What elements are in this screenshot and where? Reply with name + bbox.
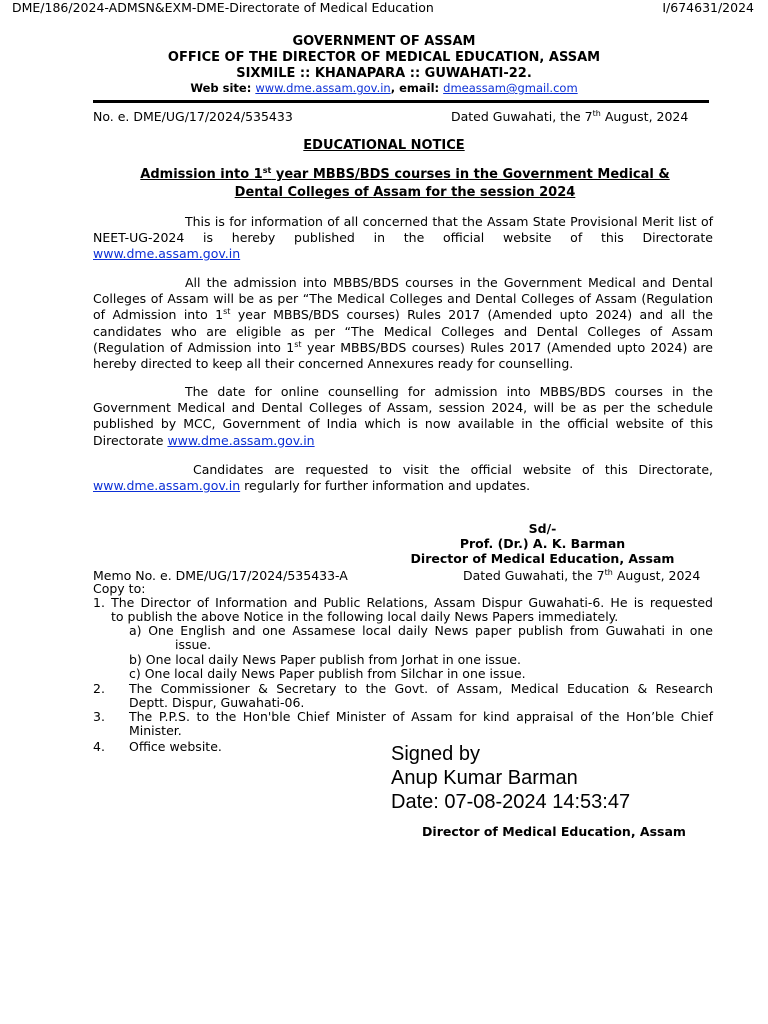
copy-sub-b: b) One local daily News Paper publish from Jorhat in one issue. bbox=[129, 652, 521, 667]
notice-date: Dated Guwahati, the 7th August, 2024 bbox=[451, 109, 689, 124]
signature-sd: Sd/- bbox=[528, 521, 557, 536]
signature-block bbox=[390, 521, 695, 566]
website-link[interactable]: www.dme.assam.gov.in bbox=[167, 432, 315, 448]
copy-item-2-line-1: The Commissioner & Secretary to the Govt. of Assam, Medical Education & Research bbox=[129, 681, 713, 696]
website-link[interactable]: www.dme.assam.gov.in bbox=[255, 81, 391, 95]
digital-signature-name: Anup Kumar Barman bbox=[391, 767, 578, 789]
notice-subject: Admission into 1st year MBBS/BDS courses in the Government Medical & Dental Colleges of Assam for the session 2024 bbox=[140, 166, 670, 200]
header-rule bbox=[93, 100, 709, 103]
copy-item-2-number: 2. bbox=[93, 681, 105, 696]
copy-sub-a-line-1: a) One English and one Assamese local daily News paper publish from Guwahati in one bbox=[129, 623, 713, 638]
copy-item-1-line-2: to publish the above Notice in the following local daily News Papers immediately. bbox=[111, 609, 619, 624]
digital-signature-signed-by: Signed by bbox=[391, 743, 480, 765]
memo-date: Dated Guwahati, the 7th August, 2024 bbox=[463, 568, 701, 583]
file-reference-right: I/674631/2024 bbox=[662, 0, 754, 15]
copy-sub-a-line-2: issue. bbox=[175, 637, 212, 652]
memo-number: Memo No. e. DME/UG/17/2024/535433-A bbox=[93, 568, 348, 583]
header-address: SIXMILE :: KHANAPARA :: GUWAHATI-22. bbox=[236, 66, 532, 81]
copy-item-1-line-1: 1. The Director of Information and Public Relations, Assam Dispur Guwahati-6. He is requested bbox=[93, 595, 713, 610]
notice-title: EDUCATIONAL NOTICE bbox=[303, 138, 465, 153]
signatory-designation: Director of Medical Education, Assam bbox=[410, 551, 675, 566]
copy-item-4: Office website. bbox=[129, 739, 222, 754]
email-link[interactable]: dmeassam@gmail.com bbox=[443, 81, 578, 95]
paragraph-counselling: The date for online counselling for admission into MBBS/BDS courses in the Government Medical and Dental Colleges of Assam, session 2024, will be as per the schedule published by MCC, Government of India which is now available in the official website of this Directorate www.dme.assam.gov.in bbox=[93, 384, 713, 448]
signatory-name: Prof. (Dr.) A. K. Barman bbox=[459, 536, 626, 551]
digital-signature-date: Date: 07-08-2024 14:53:47 bbox=[391, 791, 631, 813]
reference-number: No. e. DME/UG/17/2024/535433 bbox=[93, 109, 293, 124]
header-government: GOVERNMENT OF ASSAM bbox=[292, 34, 476, 49]
copy-sub-c: c) One local daily News Paper publish from Silchar in one issue. bbox=[129, 666, 526, 681]
copy-item-3-line-2: Minister. bbox=[129, 723, 182, 738]
copy-to-label: Copy to: bbox=[93, 581, 146, 596]
header-office: OFFICE OF THE DIRECTOR OF MEDICAL EDUCATION, ASSAM bbox=[167, 50, 601, 65]
footer-designation: Director of Medical Education, Assam bbox=[422, 824, 686, 839]
copy-item-3-line-1: The P.P.S. to the Hon'ble Chief Minister of Assam for kind appraisal of the Hon’ble Chief bbox=[129, 709, 713, 724]
paragraph-merit-list: This is for information of all concerned that the Assam State Provisional Merit list of NEET-UG-2024 is hereby published in the official website of this Directorate www.dme.assam.gov.in bbox=[93, 214, 713, 262]
website-label: Web site: bbox=[190, 81, 252, 95]
paragraph-candidates: Candidates are requested to visit the official website of this Directorate, www.dme.assam.gov.in regularly for further information and updates. bbox=[93, 462, 713, 494]
website-link[interactable]: www.dme.assam.gov.in bbox=[93, 246, 241, 262]
email-label: email: bbox=[399, 81, 440, 95]
copy-item-2-line-2: Deptt. Dispur, Guwahati-06. bbox=[129, 695, 305, 710]
copy-item-4-number: 4. bbox=[93, 739, 105, 754]
file-reference-left: DME/186/2024-ADMSN&EXM-DME-Directorate of Medical Education bbox=[12, 0, 434, 15]
website-link[interactable]: www.dme.assam.gov.in bbox=[93, 478, 241, 494]
copy-item-3-number: 3. bbox=[93, 709, 105, 724]
header-contact: Web site: www.dme.assam.gov.in, email: dmeassam@gmail.com bbox=[190, 81, 578, 95]
paragraph-admission-rules: All the admission into MBBS/BDS courses in the Government Medical and Dental Colleges of Assam will be as per “The Medical Colleges and Dental Colleges of Assam (Regulation of Admission into 1st year MBBS/BDS courses) Rules 2017 (Amended upto 2024) and all the candidates who are eligible as per “The Medical Colleges and Dental Colleges of Assam (Regulation of Admission into 1st year MBBS/BDS courses) Rules 2017 (Amended upto 2024) are hereby directed to keep all their concerned Annexures ready for counselling. bbox=[93, 275, 713, 372]
